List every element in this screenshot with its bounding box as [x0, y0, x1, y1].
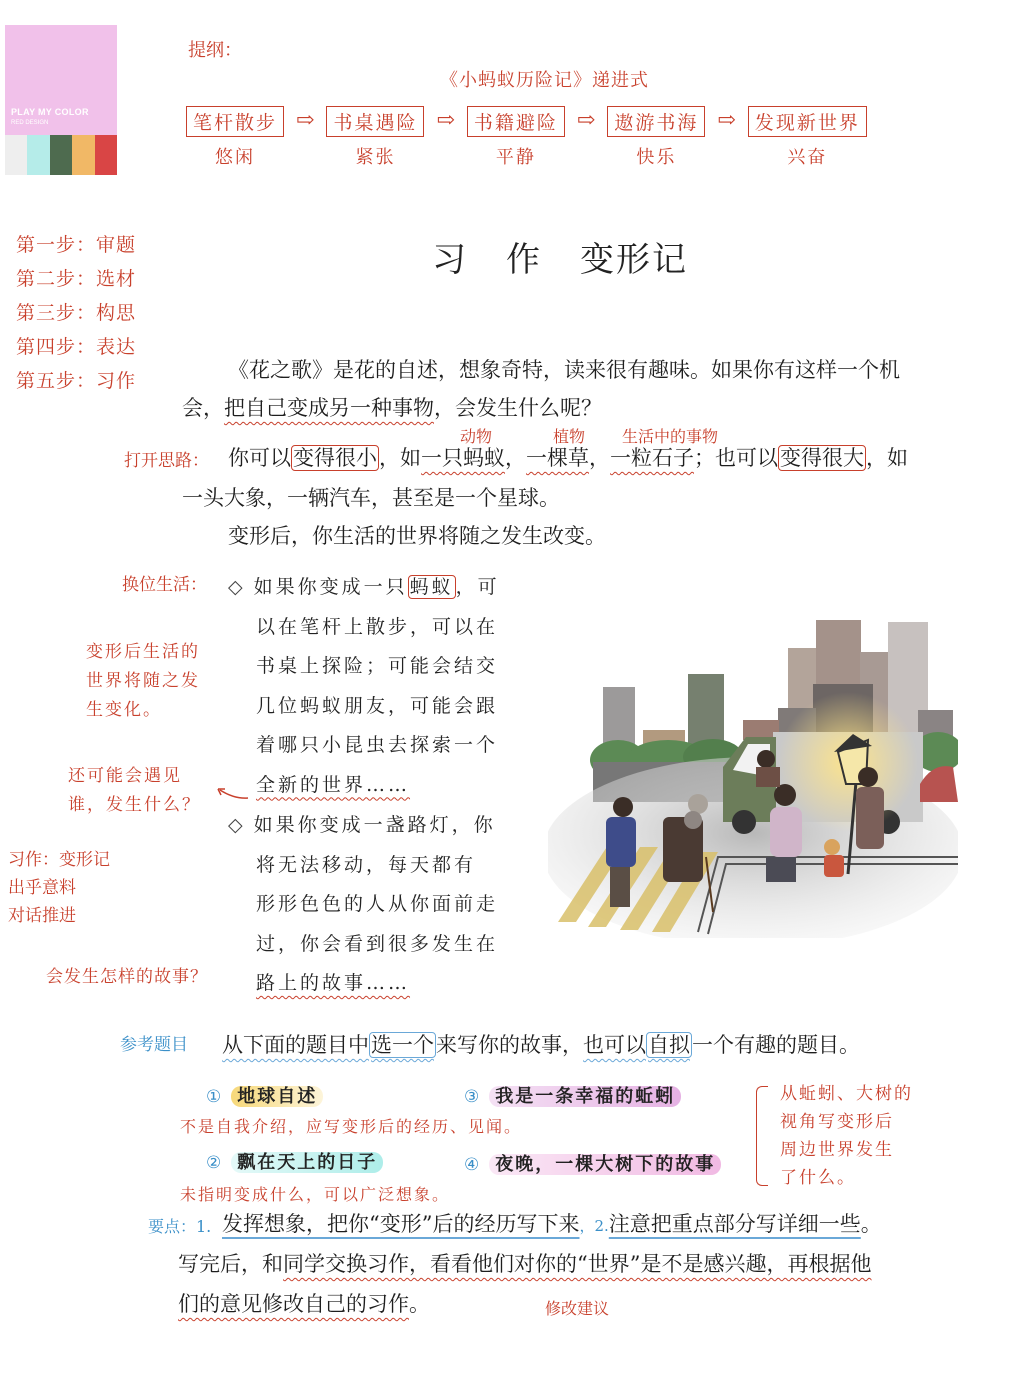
example-line — [228, 568, 500, 608]
flow-step — [607, 106, 705, 169]
palette-badge — [5, 25, 117, 175]
note-writing-tips — [8, 846, 110, 930]
flow-event: 笔杆散步 — [186, 106, 284, 137]
street-scene-illustration — [548, 612, 958, 938]
reference-label: 参考题目 — [120, 1035, 188, 1055]
note-line: 了什么。 — [780, 1168, 856, 1188]
text: 如果你变成一盏路灯，你 — [253, 814, 496, 836]
palette-sub: RED DESIGN — [11, 120, 49, 126]
underlined-text: 从下面的题目中 — [222, 1033, 369, 1057]
switch-life-label: 换位生活： — [122, 575, 207, 595]
note-line: 从蚯蚓、大树的 — [780, 1084, 913, 1104]
palette-brand: PLAY MY COLOR — [11, 107, 89, 117]
bracket-icon — [756, 1086, 768, 1186]
text: 一个有趣的题目。 — [692, 1033, 860, 1057]
note-line: 谁，发生什么？ — [68, 795, 201, 815]
title-part: 作 — [506, 240, 542, 280]
example-ant — [228, 568, 500, 805]
outline-flow — [186, 106, 867, 169]
key-points-line-2 — [178, 1248, 871, 1278]
example-line — [228, 766, 500, 806]
topic-number: ③ — [464, 1087, 482, 1107]
text: 。 — [409, 1292, 430, 1316]
topic-3 — [464, 1082, 681, 1108]
key-points-label: 要点：1. — [148, 1217, 212, 1236]
reference-instruction — [222, 1029, 860, 1059]
underlined-text: 路上的故事…… — [256, 972, 411, 994]
flow-mood: 快乐 — [636, 147, 677, 168]
topic-title: 我是一条幸福的蚯蚓 — [489, 1086, 681, 1107]
note-topic-2: 未指明变成什么，可以广泛想象。 — [180, 1185, 451, 1204]
text: ，如 — [379, 446, 421, 470]
flow-mood: 平静 — [495, 147, 536, 168]
note-topics-3-4 — [780, 1080, 913, 1192]
text: 如果你变成一只 — [253, 576, 408, 598]
open-ideas-line-2: 一头大象，一辆汽车，甚至是一个星球。 — [182, 486, 560, 510]
example-line: 书桌上探险；可能会结交 — [256, 655, 499, 677]
color-swatches — [5, 135, 117, 175]
swatch — [95, 135, 117, 175]
topic-1 — [206, 1082, 323, 1108]
example-line: 过，你会看到很多发生在 — [256, 932, 499, 955]
step-item: 第二步：选材 — [16, 268, 137, 290]
flow-event: 书籍避险 — [467, 106, 565, 137]
annotation-plant: 植物 — [553, 427, 586, 446]
topic-title: 地球自述 — [231, 1086, 323, 1107]
diamond-bullet-icon: ◇ — [228, 576, 246, 598]
flow-event: 发现新世界 — [748, 106, 867, 137]
boxed-text: 蚂蚁 — [409, 576, 454, 598]
underlined-text: 一棵草 — [526, 446, 589, 470]
key-points-line-1 — [222, 1208, 882, 1238]
underlined-text: 们的意见修改自己的习作 — [178, 1292, 409, 1316]
text: ，可 — [455, 576, 500, 598]
note-line: 还可能会遇见 — [68, 766, 182, 786]
note-line: 对话推进 — [8, 906, 76, 926]
topic-4 — [464, 1150, 721, 1176]
arrow-right-icon: ⇨ — [296, 108, 315, 133]
note-topic-1: 不是自我介绍，应写变形后的经历、见闻。 — [180, 1117, 523, 1136]
topic-number: ② — [206, 1153, 224, 1173]
example-line: 将无法移动，每天都有 — [256, 853, 477, 876]
boxed-text: 变得很小 — [293, 446, 377, 470]
step-item: 第五步：习作 — [16, 370, 137, 392]
note-what-story: 会发生怎样的故事？ — [46, 967, 208, 987]
example-line: 几位蚂蚁朋友，可能会跟 — [256, 694, 499, 717]
arrow-right-icon: ⇨ — [717, 108, 736, 133]
text: ， — [589, 446, 610, 470]
boxed-text: 变得很大 — [780, 446, 864, 470]
underlined-text: 一粒石子 — [610, 446, 694, 470]
outline-label: 提纲： — [188, 40, 242, 61]
intro-line-1: 《花之歌》是花的自述，想象奇特，读来很有趣味。如果你有这样一个机 — [228, 358, 900, 382]
flow-step — [326, 106, 424, 169]
flow-mood: 悠闲 — [215, 147, 255, 168]
note-line: 世界将随之发 — [86, 671, 200, 691]
underlined-text: 把自己变成另一种事物 — [224, 396, 434, 420]
note-revision: 修改建议 — [545, 1299, 610, 1318]
arrow-right-icon: ⇨ — [436, 108, 455, 133]
example-line — [228, 964, 498, 1004]
text: ，如 — [866, 446, 908, 470]
text: ，会发生什么呢？ — [434, 396, 602, 420]
note-line: 视角写变形后 — [780, 1112, 894, 1132]
note-who-meet — [68, 762, 201, 820]
boxed-text: 选一个 — [371, 1033, 434, 1057]
title-part: 习 — [432, 240, 468, 280]
open-ideas-line-1 — [228, 442, 908, 472]
topic-number: ① — [206, 1087, 224, 1107]
annotation-animal: 动物 — [460, 427, 493, 446]
flow-mood: 紧张 — [355, 147, 396, 168]
text: ， — [505, 446, 526, 470]
flow-event: 书桌遇险 — [326, 106, 424, 137]
text: 会， — [182, 396, 224, 420]
underlined-text: 同学交换习作，看看他们对你的“世界”是不是感兴趣，再根据他 — [283, 1252, 872, 1276]
underlined-text: 也可以 — [583, 1033, 646, 1057]
example-line: 着哪只小昆虫去探索一个 — [256, 734, 499, 756]
note-line: 习作：变形记 — [8, 850, 110, 870]
text: 你可以 — [228, 446, 291, 470]
topic-title: 飘在天上的日子 — [231, 1152, 383, 1173]
underlined-text: 发挥想象，把你“变形”后的经历写下来 — [222, 1212, 580, 1236]
swatch — [72, 135, 94, 175]
example-line: 以在笔杆上散步，可以在 — [256, 615, 499, 638]
swatch — [5, 135, 27, 175]
page-title — [432, 232, 688, 281]
text: 写完后，和 — [178, 1252, 283, 1276]
step-item: 第一步：审题 — [16, 234, 137, 256]
underlined-text: 全新的世界…… — [256, 773, 411, 796]
example-streetlight — [228, 806, 498, 1004]
swatch — [50, 135, 72, 175]
annotation-life-object: 生活中的事物 — [622, 427, 719, 446]
example-line — [228, 806, 498, 846]
example-line: 形形色色的人从你面前走 — [256, 893, 499, 915]
outline-subtitle: 《小蚂蚁历险记》递进式 — [440, 70, 649, 91]
text: 。 — [860, 1212, 882, 1236]
topic-2 — [206, 1148, 383, 1174]
note-world-changes — [86, 638, 200, 725]
flow-event: 遨游书海 — [607, 106, 705, 137]
step-item: 第三步：构思 — [16, 302, 137, 324]
swatch — [27, 135, 49, 175]
text: 来写你的故事， — [436, 1033, 583, 1057]
step-item: 第四步：表达 — [16, 336, 137, 358]
flow-step — [186, 106, 284, 169]
writing-steps — [16, 228, 136, 398]
title-part: 变形记 — [580, 240, 688, 280]
separator: ，2. — [579, 1217, 609, 1235]
intro-line-2 — [182, 392, 602, 422]
flow-step — [467, 106, 565, 169]
topic-number: ④ — [464, 1155, 482, 1175]
note-line: 周边世界发生 — [780, 1140, 894, 1160]
flow-step — [748, 106, 867, 169]
underlined-text: 一只蚂蚁 — [421, 446, 505, 470]
arrow-right-icon: ⇨ — [576, 108, 596, 133]
key-points-line-3 — [178, 1288, 430, 1318]
flow-mood: 兴奋 — [787, 147, 828, 168]
boxed-text: 自拟 — [648, 1033, 690, 1057]
note-line: 生变化。 — [86, 700, 162, 720]
text: ；也可以 — [694, 446, 778, 470]
diamond-bullet-icon: ◇ — [228, 814, 246, 836]
open-ideas-label: 打开思路： — [124, 451, 209, 471]
note-line: 出乎意料 — [8, 878, 76, 898]
open-ideas-line-3: 变形后，你生活的世界将随之发生改变。 — [228, 524, 606, 548]
note-line: 变形后生活的 — [86, 642, 200, 662]
underlined-text: 注意把重点部分写详细一些 — [608, 1212, 861, 1236]
topic-title: 夜晚，一棵大树下的故事 — [489, 1154, 721, 1175]
